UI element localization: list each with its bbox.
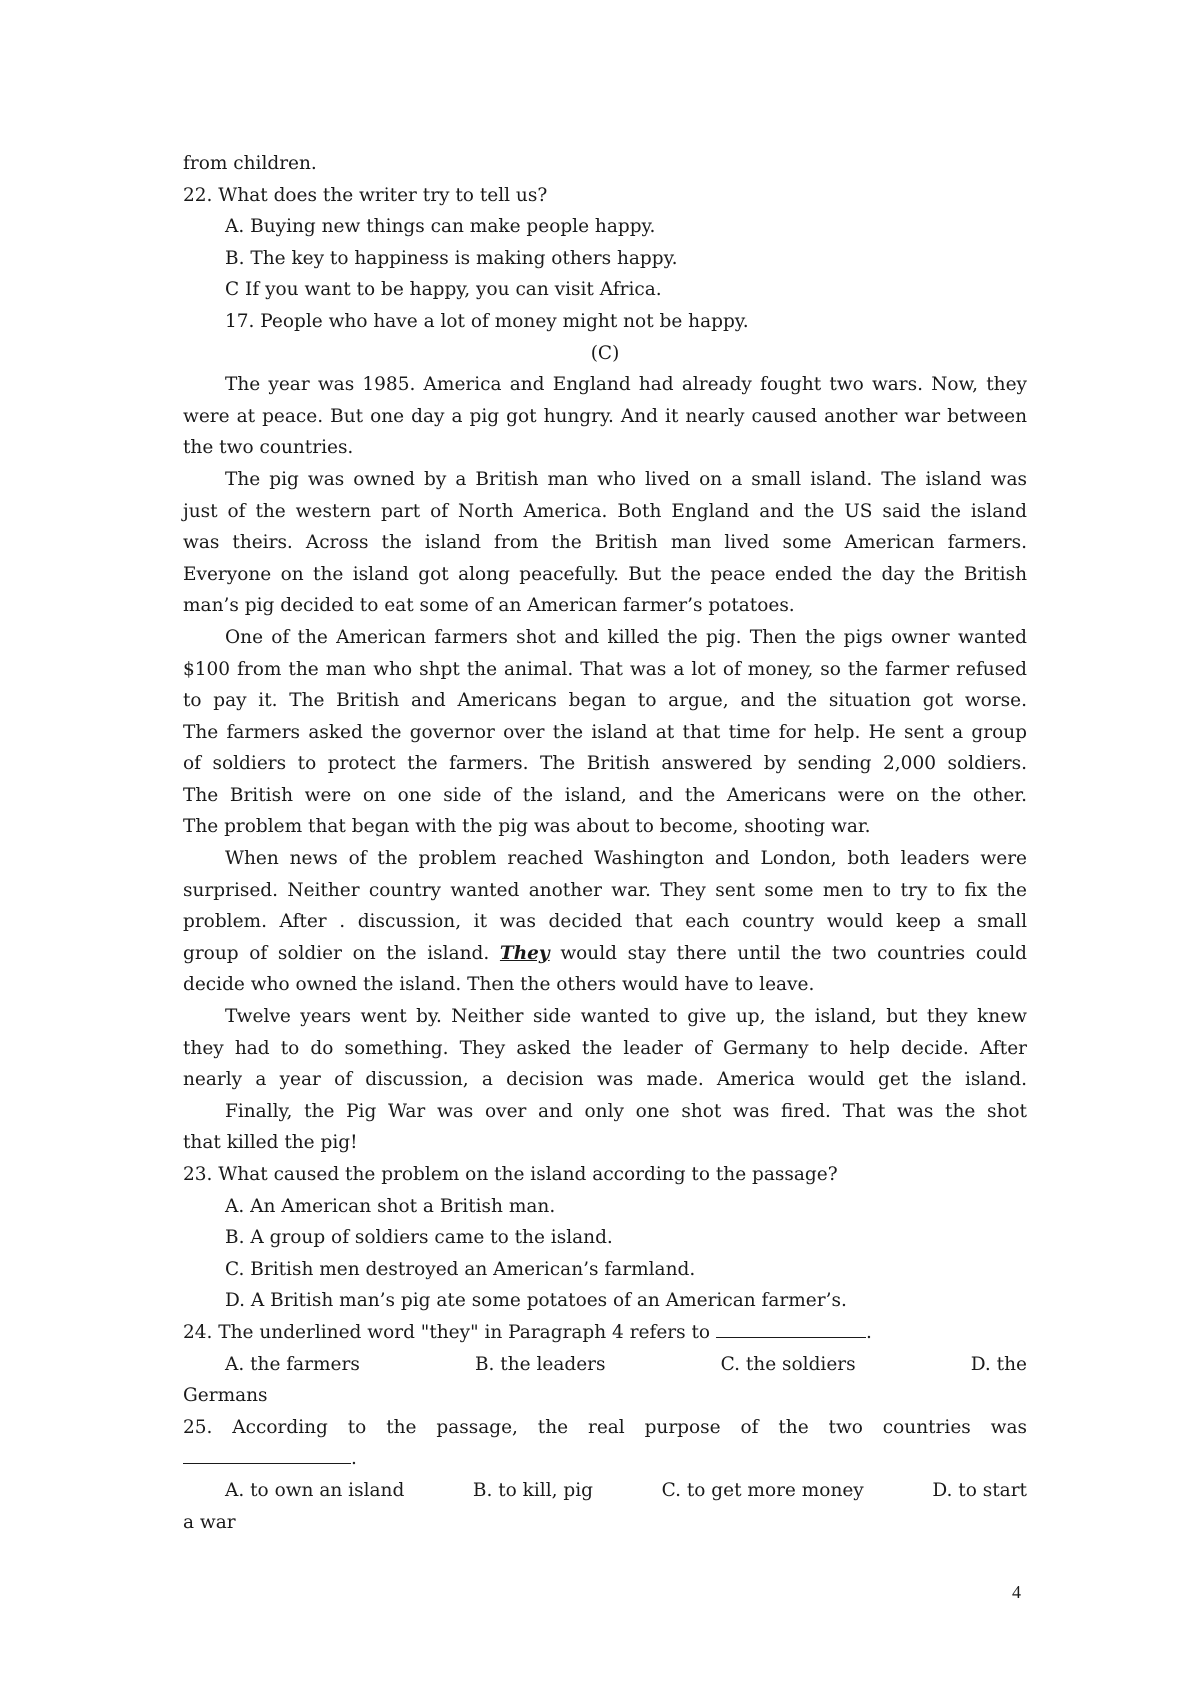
paragraph-line: were at peace. But one day a pig got hungry. And it nearly caused another war between	[183, 405, 1027, 427]
question-23-option-b: B. A group of soldiers came to the island.	[225, 1227, 613, 1249]
paragraph-line: Finally, the Pig War was over and only one shot was fired. That was the shot	[225, 1100, 1027, 1122]
paragraph-3	[183, 622, 1027, 843]
paragraph-line: The year was 1985. America and England had already fought two wars. Now, they	[225, 374, 1027, 396]
question-24-option-b: B. the leaders	[474, 1353, 606, 1375]
question-24-option-a: A. the farmers	[225, 1353, 360, 1375]
document-page	[183, 148, 1027, 1538]
question-25-stem-end: .	[351, 1448, 357, 1470]
question-23-option-c: C. British men destroyed an American’s farmland.	[225, 1258, 696, 1280]
paragraph-1	[183, 369, 1027, 464]
question-22-option-a: A. Buying new things can make people happy.	[225, 216, 656, 238]
paragraph-line: Twelve years went by. Neither side wanted to give up, the island, but they knew	[225, 1006, 1027, 1028]
question-25-option-a: A. to own an island	[225, 1479, 405, 1501]
question-22-option-d: 17. People who have a lot of money might not be happy.	[225, 310, 749, 332]
paragraph-line: they had to do something. They asked the leader of Germany to help decide. After	[183, 1037, 1027, 1059]
previous-passage-fragment: from children.	[183, 153, 317, 174]
question-25-option-c: C. to get more money	[661, 1479, 864, 1501]
answer-blank	[716, 1317, 866, 1338]
paragraph-line: The British were on one side of the island, and the Americans were on the other.	[183, 784, 1027, 806]
paragraph-line: nearly a year of discussion, a decision was made. America would get the island.	[183, 1069, 1027, 1091]
paragraph-line: was theirs. Across the island from the British man lived some American farmers.	[183, 532, 1027, 554]
question-24-stem: 24. The underlined word "they" in Paragraph 4 refers to	[183, 1321, 711, 1343]
paragraph-line: that killed the pig!	[183, 1132, 358, 1154]
question-22-stem: 22. What does the writer try to tell us?	[183, 184, 548, 206]
answer-blank	[183, 1443, 351, 1464]
page-number: 4	[1012, 1582, 1021, 1602]
question-23-option-a: A. An American shot a British man.	[225, 1195, 556, 1217]
question-24-stem-end: .	[865, 1321, 872, 1343]
question-22-option-b: B. The key to happiness is making others happy.	[225, 247, 678, 269]
paragraph-line-with-underline	[183, 938, 1027, 970]
paragraph-line: The problem that began with the pig was about to become, shooting war.	[183, 816, 871, 838]
paragraph-line: $100 from the man who shpt the animal. That was a lot of money, so the farmer refused	[183, 658, 1027, 680]
question-25-option-d-wrap: a war	[183, 1511, 236, 1533]
paragraph-text: group of soldier on the island.	[183, 942, 490, 964]
paragraph-line: The pig was owned by a British man who lived on a small island. The island was	[225, 468, 1027, 490]
paragraph-line: surprised. Neither country wanted another war. They sent some men to try to fix the	[183, 879, 1027, 901]
question-25-options	[183, 1475, 1027, 1507]
paragraph-2	[183, 464, 1027, 622]
question-25-option-d: D. to start	[932, 1479, 1027, 1501]
question-24-option-d-wrap: Germans	[183, 1385, 268, 1407]
paragraph-6	[183, 1096, 1027, 1159]
paragraph-line: When news of the problem reached Washington and London, both leaders were	[225, 848, 1027, 870]
paragraph-line: The farmers asked the governor over the island at that time for help. He sent a group	[183, 721, 1027, 743]
question-25	[183, 1412, 1027, 1538]
question-23-option-d: D. A British man’s pig ate some potatoes of an American farmer’s.	[225, 1290, 847, 1312]
question-25-blank-line	[183, 1443, 1027, 1475]
paragraph-4	[183, 843, 1027, 1001]
paragraph-line: decide who owned the island. Then the others would have to leave.	[183, 974, 815, 996]
paragraph-5	[183, 1001, 1027, 1096]
paragraph-line: man’s pig decided to eat some of an American farmer’s potatoes.	[183, 595, 795, 617]
paragraph-line: One of the American farmers shot and killed the pig. Then the pigs owner wanted	[225, 626, 1027, 648]
question-24-stem-line	[183, 1317, 1027, 1349]
section-title: (C)	[590, 342, 620, 364]
question-25-option-b: B. to kill, pig	[472, 1479, 594, 1501]
paragraph-line: to pay it. The British and Americans began to argue, and the situation got worse.	[183, 690, 1027, 712]
underlined-word-they: They	[499, 942, 550, 964]
question-24-options	[183, 1349, 1027, 1381]
question-24	[183, 1317, 1027, 1412]
question-22-option-c: C If you want to be happy, you can visit Africa.	[225, 279, 662, 301]
question-23-stem: 23. What caused the problem on the island according to the passage?	[183, 1164, 838, 1185]
paragraph-line: just of the western part of North America. Both England and the US said the island	[183, 500, 1027, 522]
question-22	[183, 180, 1027, 338]
question-23	[183, 1159, 1027, 1317]
paragraph-line: of soldiers to protect the farmers. The British answered by sending 2,000 soldiers.	[183, 753, 1027, 775]
question-24-option-c: C. the soldiers	[720, 1353, 856, 1375]
question-25-stem: 25. According to the passage, the real purpose of the two countries was	[183, 1416, 1027, 1438]
paragraph-line: problem. After . discussion, it was decided that each country would keep a small	[183, 911, 1027, 933]
paragraph-text: would stay there until the two countries could	[560, 942, 1027, 964]
paragraph-line: the two countries.	[183, 437, 354, 459]
paragraph-line: Everyone on the island got along peacefully. But the peace ended the day the British	[183, 563, 1027, 585]
question-24-option-d: D. the	[970, 1353, 1027, 1375]
